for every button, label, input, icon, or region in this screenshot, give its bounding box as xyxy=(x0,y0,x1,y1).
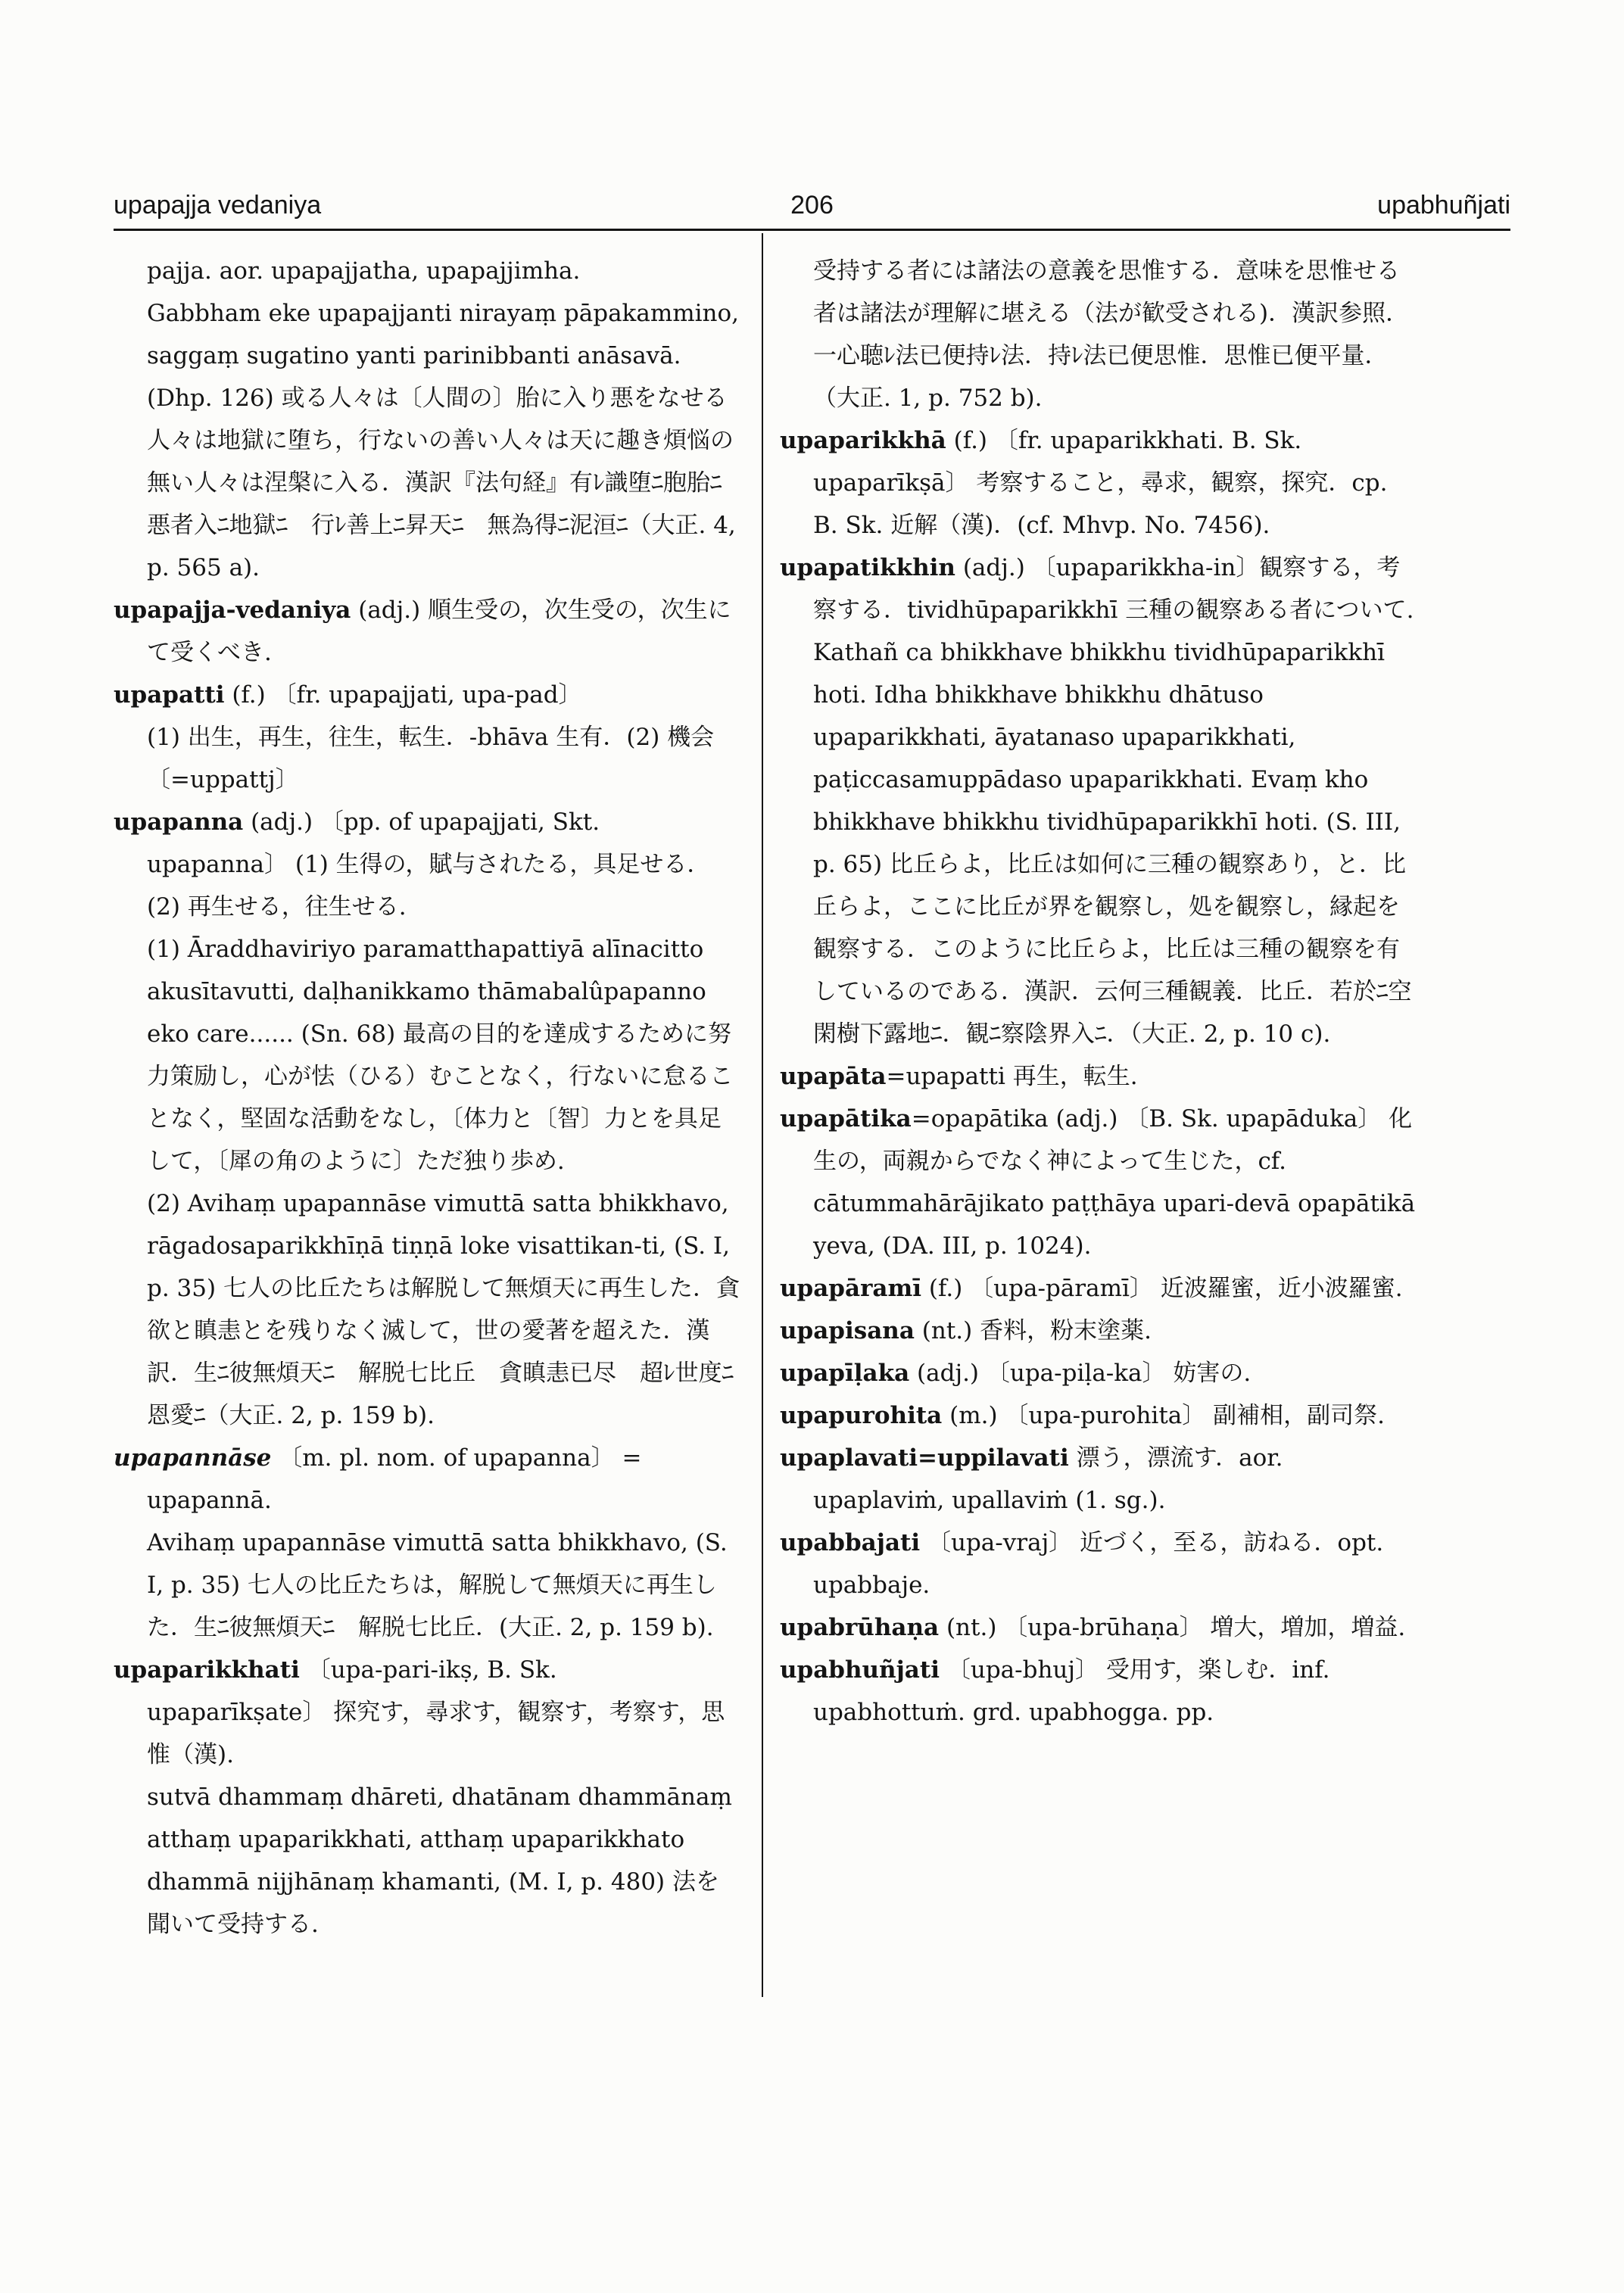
dictionary-entry xyxy=(780,1437,1416,1522)
entry-definition: 〔m. pl. nom. of upapanna〕 = upapannā. xyxy=(147,1444,642,1514)
dictionary-entry xyxy=(780,1098,1416,1267)
dictionary-entry xyxy=(114,801,742,928)
entry-definition: (m.) 〔upa-purohita〕 副補相，副司祭. xyxy=(942,1402,1385,1429)
entry-definition: 漂う，漂流す．aor. upaplaviṁ, upallaviṁ (1. sg.). xyxy=(813,1444,1283,1514)
entry-citation: (1) 出生，再生，往生，転生．-bhāva 生有．(2) 機会〔=uppattj〕 xyxy=(147,724,715,793)
entry-headword: upabhuñjati xyxy=(780,1656,940,1684)
entry-headword: upapātika xyxy=(780,1105,912,1132)
dictionary-entry xyxy=(114,589,742,674)
dictionary-entry xyxy=(780,1310,1416,1352)
entry-definition: (nt.) 香料，粉末塗薬. xyxy=(914,1317,1152,1344)
dictionary-entry xyxy=(114,1437,742,1522)
entry-continuation: pajja. aor. upapajjatha, upapajjimha. xyxy=(147,257,581,285)
entry-headword: upapanna xyxy=(114,808,244,836)
dictionary-entry xyxy=(780,419,1416,547)
running-head-left: upapajja vedaniya xyxy=(114,191,322,220)
dictionary-entry xyxy=(114,674,742,716)
dictionary-entry xyxy=(780,1394,1416,1437)
running-head-right: upabhuñjati xyxy=(1377,191,1510,220)
entry-definition: (adj.) 順生受の，次生受の，次生にて受くべき. xyxy=(147,597,731,666)
entry-citation: (2) Avihaṃ upapannāse vimuttā satta bhikkhavo, rāgadosaparikkhīṇā tiṇṇā loke visattikan-ti, (S. I, p. 35) 七人の比丘たちは解脱して無煩天に再生した．貪欲と瞋恚とを残りなく滅して，世の愛著を超えた．漢訳．生ﾆ彼無煩天ﾆ 解脱七比丘 貪瞋恚已尽 超ﾚ世度ﾆ恩愛ﾆ（大正. 2, p. 159 b). xyxy=(147,1190,740,1429)
dictionary-entry xyxy=(780,1352,1416,1394)
dictionary-entry xyxy=(780,1649,1416,1734)
entry-definition: =opapātika (adj.) 〔B. Sk. upapāduka〕 化生の，両親からでなく神によって生じた，cf. cātummahārājikato paṭṭhāya upari-devā opapātikā yeva, (DA. III, p. 1024). xyxy=(813,1105,1416,1260)
entry-continuation: Gabbham eke upapajjanti nirayaṃ pāpakammino, saggaṃ sugatino yanti parinibbanti anāsavā. (Dhp. 126) 或る人々は〔人間の〕胎に入り悪をなせる人々は地獄に堕ち，行ないの善い人々は天に趣き煩悩の無い人々は涅槃に入る．漢訳『法句経』有ﾚ識堕ﾆ胞胎ﾆ 悪者入ﾆ地獄ﾆ 行ﾚ善上ﾆ昇天ﾆ 無為得ﾆ泥洹ﾆ（大正. 4, p. 565 a). xyxy=(147,300,746,581)
entry-headword: upaparikkhā xyxy=(780,427,946,454)
dictionary-entry xyxy=(780,1267,1416,1310)
entry-headword: upaplavati=uppilavati xyxy=(780,1444,1069,1472)
header-rule xyxy=(114,229,1510,231)
dictionary-entry xyxy=(780,1055,1416,1098)
entry-headword: upapannāse xyxy=(114,1444,272,1472)
entry-definition: 〔upa-pari-ikṣ, B. Sk. upaparīkṣate〕 探究す，尋求す，観察す，考察す，思惟（漢). xyxy=(147,1656,725,1768)
entry-definition: 〔upa-bhuj〕 受用す，楽しむ．inf. upabhottuṁ. grd. upabhogga. pp. xyxy=(813,1656,1330,1726)
entry-headword: upapajja-vedaniya xyxy=(114,597,351,624)
entry-citation: (1) Āraddhaviriyo paramatthapattiyā alīnacitto akusītavutti, daḷhanikkamo thāmabalûpapanno eko care...... (Sn. 68) 最高の目的を達成するために努力策励し，心が怯（ひる）むことなく，行ないに怠ることなく，堅固な活動をなし，〔体力と〔智〕力とを具足して，〔犀の角のように〕ただ独り歩め. xyxy=(147,936,734,1175)
entry-headword: upapāta xyxy=(780,1063,887,1090)
entry-definition: (f.) 〔fr. upaparikkhati. B. Sk. upaparīkṣā〕 考察すること，尋求，観察，探究．cp. B. Sk. 近解（漢)．(cf. Mhvp. No. 7456). xyxy=(813,427,1388,539)
entry-continuation: 受持する者には諸法の意義を思惟する．意味を思惟せる者は諸法が理解に堪える（法が歓受される)．漢訳参照．一心聴ﾚ法已便持ﾚ法．持ﾚ法已便思惟．思惟已便平量．（大正. 1, p. 752 b). xyxy=(813,257,1410,412)
right-column xyxy=(780,250,1416,1734)
entry-definition: (f.) 〔upa-pāramī〕 近波羅蜜，近小波羅蜜. xyxy=(921,1275,1403,1302)
entry-definition: (adj.) 〔pp. of upapajjati, Skt. upapanna〕 (1) 生得の，賦与されたる，具足せる．(2) 再生せる，往生せる. xyxy=(147,808,711,921)
entry-headword: upaparikkhati xyxy=(114,1656,300,1684)
entry-headword: upapāramī xyxy=(780,1275,922,1302)
entry-definition: 〔upa-vraj〕 近づく，至る，訪ねる．opt. upabbaje. xyxy=(813,1529,1384,1599)
entry-headword: upapatti xyxy=(114,681,225,709)
left-column xyxy=(114,250,746,1946)
entry-definition: (f.) 〔fr. upapajjati, upa-pad〕 xyxy=(224,681,582,709)
entry-headword: upapisana xyxy=(780,1317,915,1344)
entry-citation: sutvā dhammaṃ dhāreti, dhatānam dhammānaṃ atthaṃ upaparikkhati, atthaṃ upaparikkhato dhammā nijjhānaṃ khamanti, (M. I, p. 480) 法を聞いて受持する. xyxy=(147,1784,732,1938)
entry-headword: upapurohita xyxy=(780,1402,943,1429)
entry-citation: Kathañ ca bhikkhave bhikkhu tividhūpaparikkhī hoti. Idha bhikkhave bhikkhu dhātuso upaparikkhati, āyatanaso upaparikkhati, paṭiccasamuppādaso upaparikkhati. Evaṃ kho bhikkhave bhikkhu tividhūpaparikkhī hoti. (S. III, p. 65) 比丘らよ，比丘は如何に三種の観察あり，と．比丘らよ，ここに比丘が界を観察し，処を観察し，縁起を観察する．このように比丘らよ，比丘は三種の観察を有しているのである．漢訳．云何三種観義．比丘．若於ﾆ空閑樹下露地ﾆ．観ﾆ察陰界入ﾆ．（大正. 2, p. 10 c). xyxy=(813,639,1412,1048)
entry-definition: (adj.) 〔upa-piḷa-ka〕 妨害の. xyxy=(909,1360,1252,1387)
dictionary-entry xyxy=(780,1606,1416,1649)
entry-headword: upapīḷaka xyxy=(780,1360,910,1387)
entry-definition: (nt.) 〔upa-brūhaṇa〕 増大，増加，増益. xyxy=(939,1614,1406,1641)
dictionary-entry xyxy=(780,1522,1416,1606)
entry-definition: =upapatti 再生，転生. xyxy=(886,1063,1138,1090)
entry-definition: (adj.) 〔upaparikkha-in〕観察する，考察する．tividhūpaparikkhī 三種の観察ある者について. xyxy=(813,554,1414,624)
entry-headword: upapatikkhin xyxy=(780,554,955,581)
entry-citation: Avihaṃ upapannāse vimuttā satta bhikkhavo, (S. I, p. 35) 七人の比丘たちは，解脱して無煩天に再生した．生ﾆ彼無煩天ﾆ 解脱七比丘．(大正. 2, p. 159 b). xyxy=(147,1529,728,1641)
entry-headword: upabbajati xyxy=(780,1529,921,1556)
dictionary-entry xyxy=(114,1649,742,1776)
entry-headword: upabrūhaṇa xyxy=(780,1614,940,1641)
column-divider xyxy=(762,233,763,1997)
dictionary-entry xyxy=(780,547,1416,631)
page-number: 206 xyxy=(790,191,834,220)
running-head xyxy=(114,191,1510,227)
